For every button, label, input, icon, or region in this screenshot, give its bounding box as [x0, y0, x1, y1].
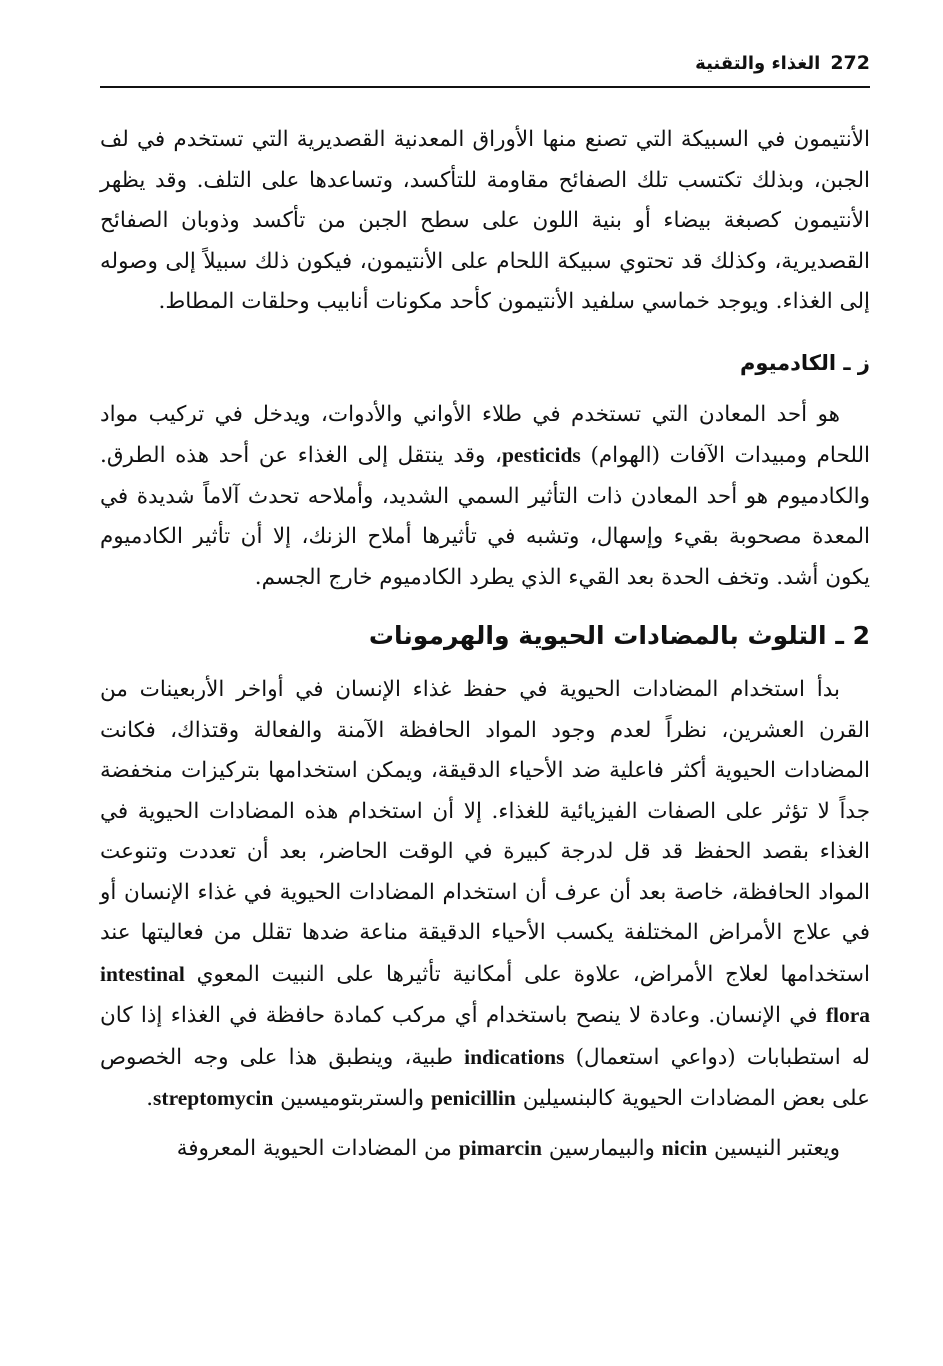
antibiotics-text-part: بدأ استخدام المضادات الحيوية في حفظ غذاء الإنسان في أواخر الأربعينات من القرن العشرين، نظراً لعدم وجود المواد الحافظة الآمنة والفعالة وقتذاك، فكانت المضادات الحيوية أكثر فاعلية ضد الأحياء الدقيقة، ويمكن استخدامها بتركيزات منخفضة جداً لا تؤثر على الصفات الفيزيائية للغذاء. إلا أن استخدام هذه المضادات الحيوية في الغذاء بقصد الحفظ قد قل لدرجة كبيرة في الوقت الحاضر، بعد أن تعددت وتنوعت المواد الحافظة، خاصة بعد أن عرف أن استخدام المضادات الحيوية في غذاء الإنسان أو في علاج الأمراض المختلفة يكسب الأحياء الدقيقة مناعة ضدها تقلل من فعاليتها عند استخدامها لعلاج الأمراض، علاوة على أمكانية تأثيرها على النبيت المعوي — [100, 677, 870, 987]
paragraph-gap — [100, 1120, 870, 1128]
section-heading-antibiotics: 2 ـ التلوث بالمضادات الحيوية والهرمونات — [368, 621, 870, 650]
term-indications: indications — [464, 1044, 565, 1069]
nisin-text-part: من المضادات الحيوية المعروفة — [176, 1135, 452, 1161]
intro-paragraph: الأنتيمون في السبيكة التي تصنع منها الأوراق المعدنية القصديرية التي تستخدم في لف الجبن، وبذلك تكتسب تلك الصفائح مقاومة للتأكسد، وتساعدها على التلف. وقد يظهر الأنتيمون كصبغة بيضاء أو بنية اللون على سطح الجبن من تأكسد وذوبان الصفائح القصديرية، وكذلك قد تحتوي سبيكة اللحام على الأنتيمون، فيكون ذلك سبيلاً إلى وصوله إلى الغذاء. ويوجد خماسي سلفيد الأنتيمون كأحد مكونات أنابيب وحلقات المطاط. — [100, 127, 870, 314]
body-text — [100, 120, 870, 1169]
term-nicin: nicin — [661, 1135, 708, 1160]
nisin-text-part: ويعتبر النيسين — [714, 1135, 840, 1161]
antibiotics-text-part: . — [146, 1086, 154, 1111]
antibiotics-paragraph — [100, 670, 870, 1120]
nisin-text-part: والبيمارسين — [548, 1135, 655, 1161]
antibiotics-text-part: في الإنسان. وعادة لا ينصح باستخدام أي مركب كمادة حافظة في الغذاء إذا كان له استطبابات (دواعي استعمال) — [100, 1003, 870, 1070]
cadmium-paragraph — [100, 395, 870, 599]
cadmium-text-part: ، وقد ينتقل إلى الغذاء عن أحد هذه الطرق. والكادميوم هو أحد المعادن ذات التأثير السمي الشديد، وأملاحه تحدث آلاماً شديدة في المعدة مصحوبة بقيء وإسهال، وتشبه في تأثيرها أملاح الزنك، إلا أن تأثير الكادميوم يكون أشد. وتخف الحدة بعد القيء الذي يطرد الكادميوم خارج الجسم. — [100, 443, 870, 590]
nisin-paragraph — [100, 1128, 870, 1170]
running-title: الغذاء والتقنية — [695, 53, 821, 74]
cadmium-text-part: هو أحد المعادن التي تستخدم في طلاء الأواني والأدوات، ويدخل في تركيب مواد اللحام ومبيدات الآفات (الهوام) — [100, 401, 870, 468]
book-page — [100, 40, 870, 1340]
term-pesticids: pesticids — [501, 443, 581, 467]
term-pimarcin: pimarcin — [458, 1135, 542, 1160]
antibiotics-text-part: طبية، وينطبق هذا على وجه الخصوص على بعض المضادات الحيوية كالبنسيلين — [100, 1044, 870, 1111]
page-number: 272 — [830, 52, 870, 74]
term-penicillin: penicillin — [431, 1086, 516, 1110]
antibiotics-text-part: والستربتوميسين — [280, 1086, 425, 1111]
running-header — [100, 40, 870, 88]
cadmium-heading: ز ـ الكادميوم — [740, 350, 870, 375]
term-intestinal-flora: intestinal flora — [100, 961, 870, 1027]
term-streptomycin: streptomycin — [153, 1086, 274, 1110]
